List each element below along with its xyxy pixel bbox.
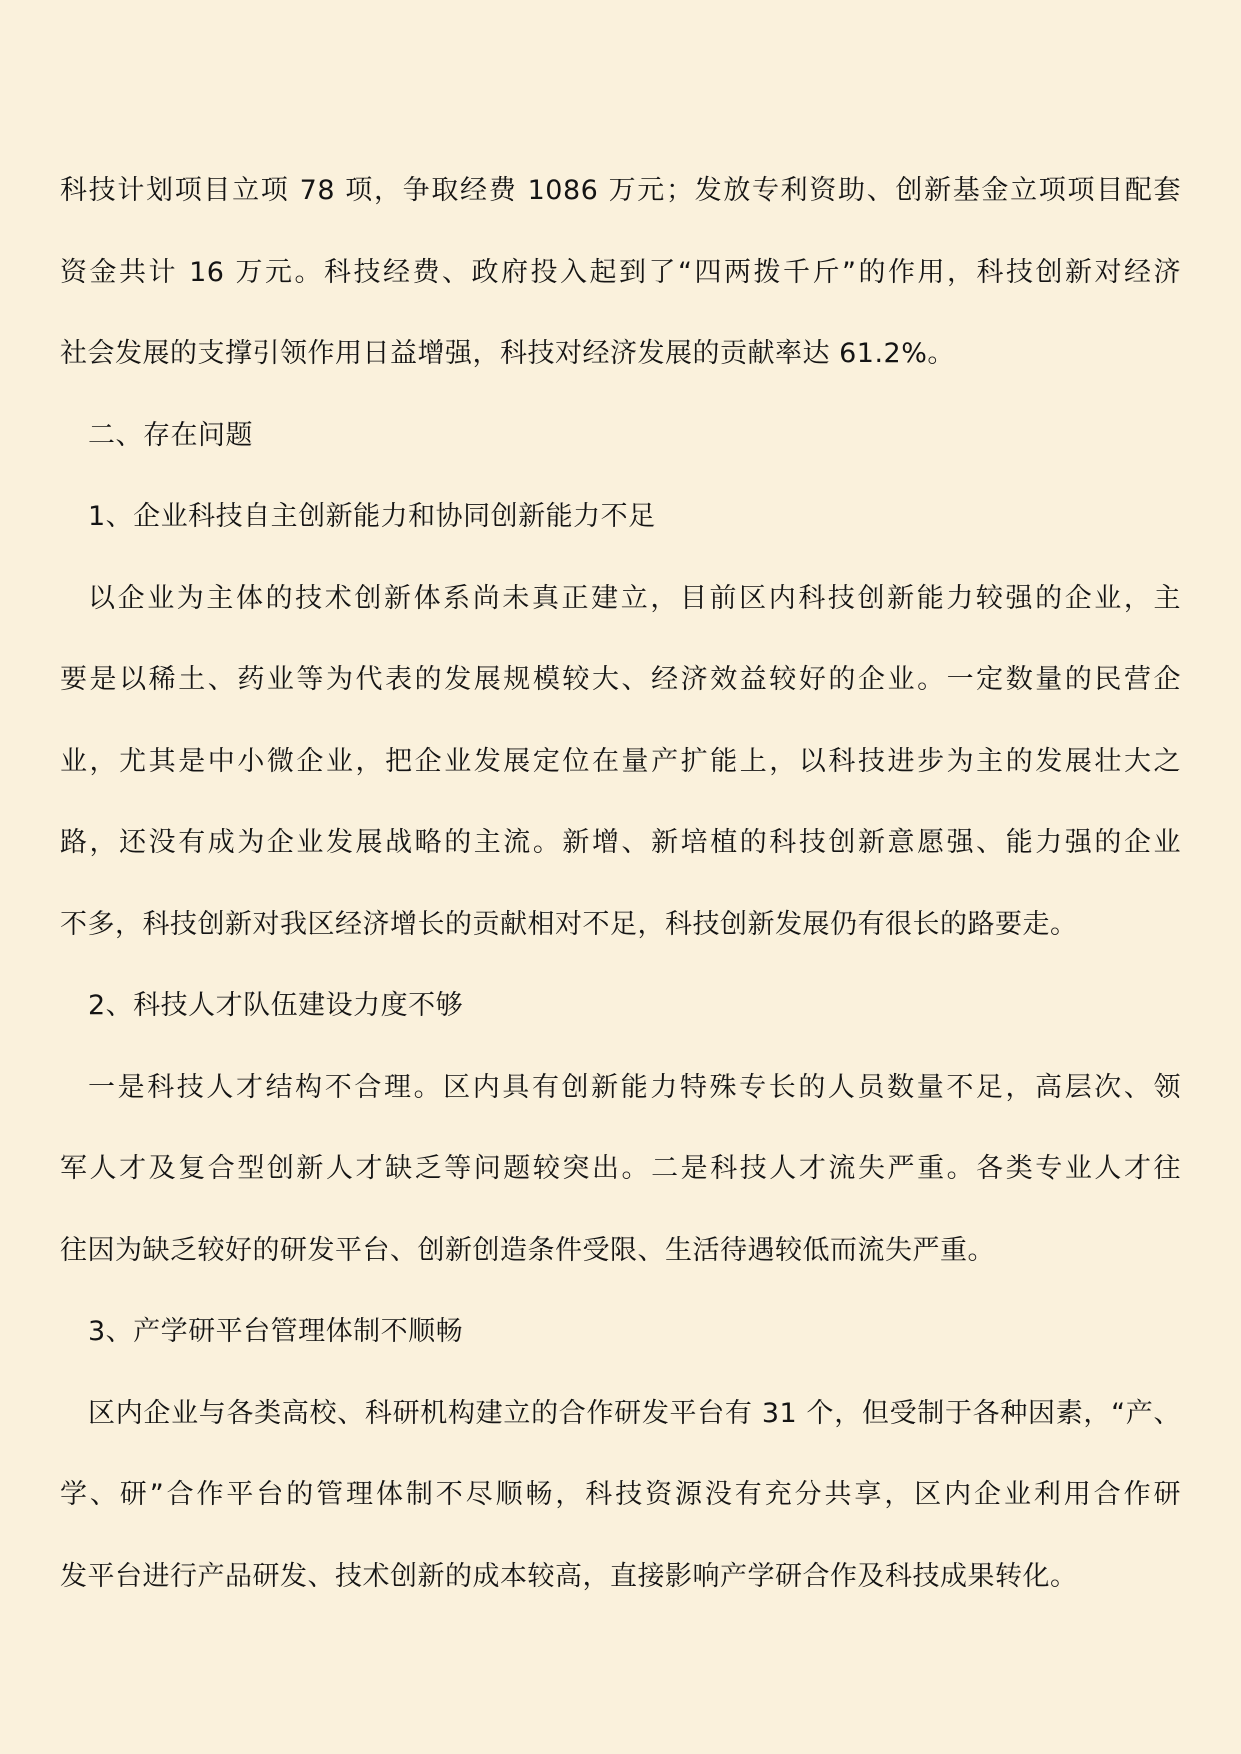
text-line: 学、研”合作平台的管理体制不尽顺畅，科技资源没有充分共享，区内企业利用合作研 [60, 1479, 1181, 1510]
text-line: 往因为缺乏较好的研发平台、创新创造条件受限、生活待遇较低而流失严重。 [60, 1234, 995, 1266]
text-line: 发平台进行产品研发、技术创新的成本较高，直接影响产学研合作及科技成果转化。 [60, 1560, 1078, 1592]
subheading-text: 1、企业科技自主创新能力和协同创新能力不足 [88, 501, 656, 532]
text-line: 军人才及复合型创新人才缺乏等问题较突出。二是科技人才流失严重。各类专业人才往 [60, 1153, 1181, 1184]
text-line: 不多，科技创新对我区经济增长的贡献相对不足，科技创新发展仍有很长的路要走。 [60, 908, 1078, 940]
subheading-text: 3、产学研平台管理体制不顺畅 [88, 1316, 464, 1347]
paragraph-tech-funding [60, 150, 1181, 395]
paragraph-innovation-capacity [60, 558, 1181, 966]
subheading-talent [60, 965, 1181, 1047]
document-body [60, 150, 1181, 1617]
paragraph-platform [60, 1373, 1181, 1618]
subheading-innovation-capacity [60, 476, 1181, 558]
text-line: 社会发展的支撑引领作用日益增强，科技对经济发展的贡献率达 61.2%。 [60, 338, 955, 369]
text-line: 路，还没有成为企业发展战略的主流。新增、新培植的科技创新意愿强、能力强的企业 [60, 827, 1181, 858]
subheading-platform [60, 1291, 1181, 1373]
section-heading-problems [60, 395, 1181, 477]
text-line: 科技计划项目立项 78 项，争取经费 1086 万元；发放专利资助、创新基金立项项目配套 [60, 175, 1181, 206]
text-line: 业，尤其是中小微企业，把企业发展定位在量产扩能上，以科技进步为主的发展壮大之 [60, 745, 1181, 777]
subheading-text: 2、科技人才队伍建设力度不够 [88, 990, 464, 1021]
text-line: 区内企业与各类高校、科研机构建立的合作研发平台有 31 个，但受制于各种因素，“产、 [88, 1397, 1181, 1429]
paragraph-talent [60, 1047, 1181, 1292]
text-line: 资金共计 16 万元。科技经费、政府投入起到了“四两拨千斤”的作用，科技创新对经济 [60, 256, 1181, 288]
heading-text: 二、存在问题 [88, 419, 253, 451]
text-line: 以企业为主体的技术创新体系尚未真正建立，目前区内科技创新能力较强的企业，主 [88, 582, 1181, 614]
text-line: 要是以稀土、药业等为代表的发展规模较大、经济效益较好的企业。一定数量的民营企 [60, 664, 1181, 695]
text-line: 一是科技人才结构不合理。区内具有创新能力特殊专长的人员数量不足，高层次、领 [88, 1071, 1181, 1103]
